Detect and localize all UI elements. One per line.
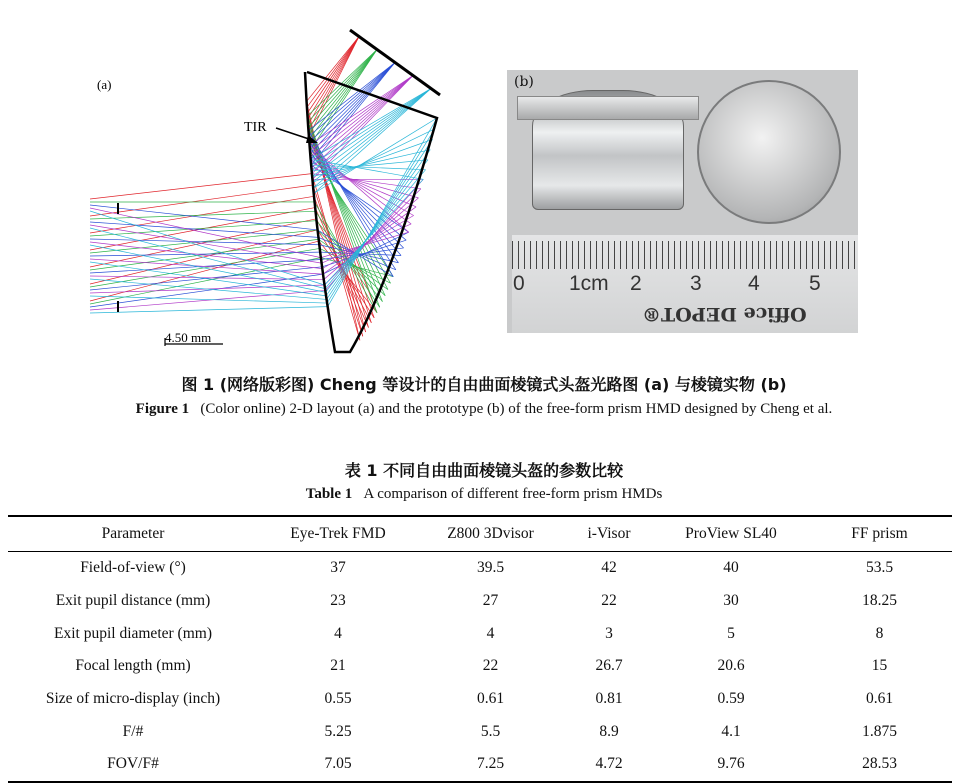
prism-mount [517, 96, 699, 120]
table-row [8, 552, 952, 585]
ruler-number: 1cm [569, 273, 609, 295]
ruler-ticks [512, 241, 858, 269]
ray [90, 290, 325, 310]
optical-layout-diagram [0, 0, 500, 365]
row-label: FOV/F# [8, 748, 258, 782]
table-cell: 40 [655, 552, 807, 585]
table-cell: 5 [655, 617, 807, 650]
table-cell: 1.875 [807, 715, 952, 748]
row-label: Exit pupil distance (mm) [8, 585, 258, 618]
table-cell: 0.81 [563, 683, 655, 716]
caption-label: Figure 1 [136, 401, 189, 417]
table-cell: 8 [807, 617, 952, 650]
ray [310, 76, 413, 157]
panel-a-label: (a) [97, 77, 111, 92]
table-cell: 4.72 [563, 748, 655, 782]
ray [90, 205, 318, 230]
table-cell: 20.6 [655, 650, 807, 683]
table-row [8, 617, 952, 650]
ray-traces [90, 37, 437, 341]
tir-arrow [276, 128, 312, 140]
table-title-cn: 表 1 不同自由曲面棱镜头盔的参数比较 [0, 458, 968, 481]
ray [90, 222, 318, 237]
table-cell: 7.05 [258, 748, 418, 782]
prototype-photo [507, 70, 858, 333]
figure-caption-cn: 图 1 (网络版彩图) Cheng 等设计的自由曲面棱镜式头盔光路图 (a) 与棱镜实物 (b) [0, 372, 968, 395]
coin [697, 80, 841, 224]
table-cell: 5.5 [418, 715, 563, 748]
ray [90, 185, 313, 216]
comparison-table [8, 515, 952, 783]
row-label: Exit pupil diameter (mm) [8, 617, 258, 650]
table-cell: 4 [418, 617, 563, 650]
table-cell: 30 [655, 585, 807, 618]
table-cell: 53.5 [807, 552, 952, 585]
ray [90, 307, 328, 313]
ruler-number: 2 [630, 273, 642, 295]
table-row [8, 748, 952, 782]
table-cell: 7.25 [418, 748, 563, 782]
table-row [8, 585, 952, 618]
ray [90, 245, 326, 292]
row-label: Field-of-view (°) [8, 552, 258, 585]
ruler-number: 5 [809, 273, 821, 295]
column-header: Eye-Trek FMD [258, 516, 418, 552]
table-title-en [0, 486, 968, 503]
table-cell: 26.7 [563, 650, 655, 683]
table-cell: 18.25 [807, 585, 952, 618]
table-cell: 37 [258, 552, 418, 585]
table-label: Table 1 [306, 486, 353, 502]
column-header: i-Visor [563, 516, 655, 552]
panel-b-label: (b) [514, 74, 534, 90]
table-cell: 4.1 [655, 715, 807, 748]
ruler-number: 3 [690, 273, 702, 295]
table-cell: 22 [563, 585, 655, 618]
ruler [512, 235, 858, 333]
table-cell: 23 [258, 585, 418, 618]
table-cell: 15 [807, 650, 952, 683]
row-label: Focal length (mm) [8, 650, 258, 683]
table-cell: 8.9 [563, 715, 655, 748]
table-cell: 0.61 [418, 683, 563, 716]
table-header-row [8, 516, 952, 552]
figure-caption-en [0, 401, 968, 418]
ruler-number: 4 [748, 273, 760, 295]
ray [90, 228, 325, 289]
table-row [8, 715, 952, 748]
scale-label: 4.50 mm [165, 330, 211, 345]
table-row [8, 683, 952, 716]
ray [90, 174, 312, 199]
table-title-text: A comparison of different free-form prism HMDs [363, 486, 662, 502]
table-cell: 28.53 [807, 748, 952, 782]
table-cell: 9.76 [655, 748, 807, 782]
table-cell: 0.61 [807, 683, 952, 716]
caption-text: (Color online) 2-D layout (a) and the prototype (b) of the free-form prism HMD designed by Cheng et al. [200, 401, 832, 417]
table-cell: 3 [563, 617, 655, 650]
table-cell: 0.59 [655, 683, 807, 716]
ruler-brand: Office DEPOT® [642, 303, 807, 325]
column-header: Z800 3Dvisor [418, 516, 563, 552]
ruler-number: 0 [513, 273, 525, 295]
ray [90, 211, 325, 285]
table-cell: 27 [418, 585, 563, 618]
ray [311, 76, 413, 168]
table-cell: 4 [258, 617, 418, 650]
column-header: FF prism [807, 516, 952, 552]
table-cell: 21 [258, 650, 418, 683]
table-cell: 0.55 [258, 683, 418, 716]
table-cell: 5.25 [258, 715, 418, 748]
row-label: Size of micro-display (inch) [8, 683, 258, 716]
table-cell: 22 [418, 650, 563, 683]
column-header: ProView SL40 [655, 516, 807, 552]
column-header: Parameter [8, 516, 258, 552]
ray [90, 279, 327, 299]
table-row [8, 650, 952, 683]
table-cell: 42 [563, 552, 655, 585]
row-label: F/# [8, 715, 258, 748]
table-cell: 39.5 [418, 552, 563, 585]
tir-label: TIR [244, 120, 267, 135]
